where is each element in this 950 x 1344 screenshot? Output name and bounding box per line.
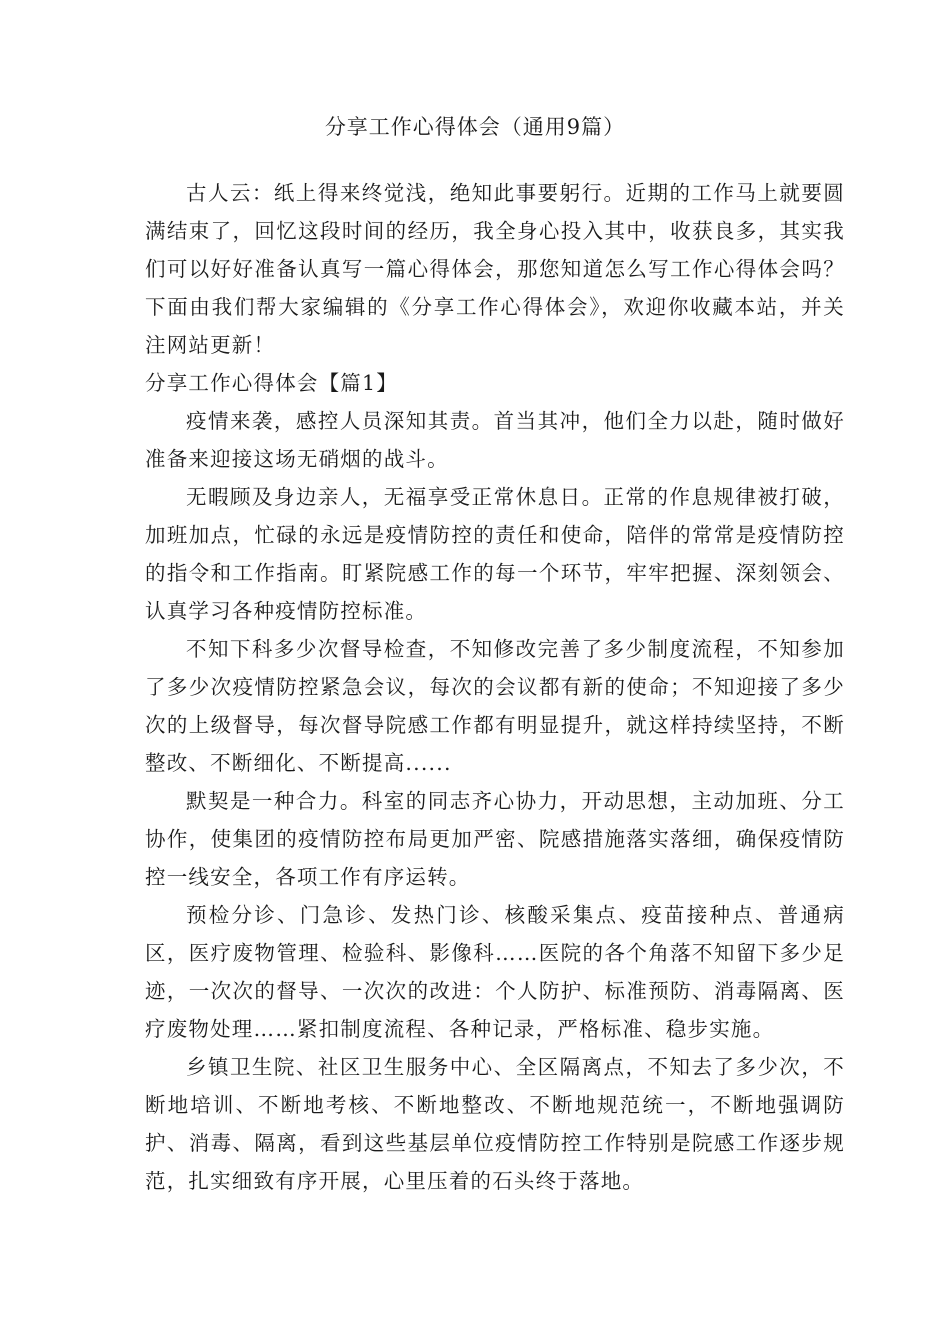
body-paragraph: 乡镇卫生院、社区卫生服务中心、全区隔离点，不知去了多少次，不断地培训、不断地考核、不断地整改、不断地规范统一，不断地强调防护、消毒、隔离，看到这些基层单位疫情防控工作特别是院感工作逐步规范，扎实细致有序开展，心里压着的石头终于落地。 — [145, 1055, 845, 1193]
body-paragraph: 疫情来袭，感控人员深知其责。首当其冲，他们全力以赴，随时做好准备来迎接这场无硝烟的战斗。 — [145, 409, 845, 471]
body-paragraph: 无暇顾及身边亲人，无福享受正常休息日。正常的作息规律被打破，加班加点，忙碌的永远是疫情防控的责任和使命，陪伴的常常是疫情防控的指令和工作指南。盯紧院感工作的每一个环节，牢牢把握、深刻领会、认真学习各种疫情防控标准。 — [145, 485, 845, 623]
body-paragraph: 预检分诊、门急诊、发热门诊、核酸采集点、疫苗接种点、普通病区，医疗废物管理、检验科、影像科……医院的各个角落不知留下多少足迹，一次次的督导、一次次的改进：个人防护、标准预防、消毒隔离、医疗废物处理……紧扣制度流程、各种记录，严格标准、稳步实施。 — [145, 903, 845, 1041]
intro-paragraph: 古人云：纸上得来终觉浅，绝知此事要躬行。近期的工作马上就要圆满结束了，回忆这段时间的经历，我全身心投入其中，收获良多，其实我们可以好好准备认真写一篇心得体会，那您知道怎么写工作心得体会吗？下面由我们帮大家编辑的《分享工作心得体会》，欢迎你收藏本站，并关注网站更新！ — [145, 181, 845, 357]
document-title: 分享工作心得体会（通用9篇） — [324, 115, 626, 139]
body-paragraph: 默契是一种合力。科室的同志齐心协力，开动思想，主动加班、分工协作，使集团的疫情防控布局更加严密、院感措施落实落细，确保疫情防控一线安全，各项工作有序运转。 — [145, 789, 845, 889]
body-paragraph: 不知下科多少次督导检查，不知修改完善了多少制度流程，不知参加了多少次疫情防控紧急会议，每次的会议都有新的使命；不知迎接了多少次的上级督导，每次督导院感工作都有明显提升，就这样持续坚持，不断整改、不断细化、不断提高...... — [145, 637, 845, 775]
document-body — [145, 174, 845, 1200]
section-heading: 分享工作心得体会【篇1】 — [145, 371, 398, 395]
